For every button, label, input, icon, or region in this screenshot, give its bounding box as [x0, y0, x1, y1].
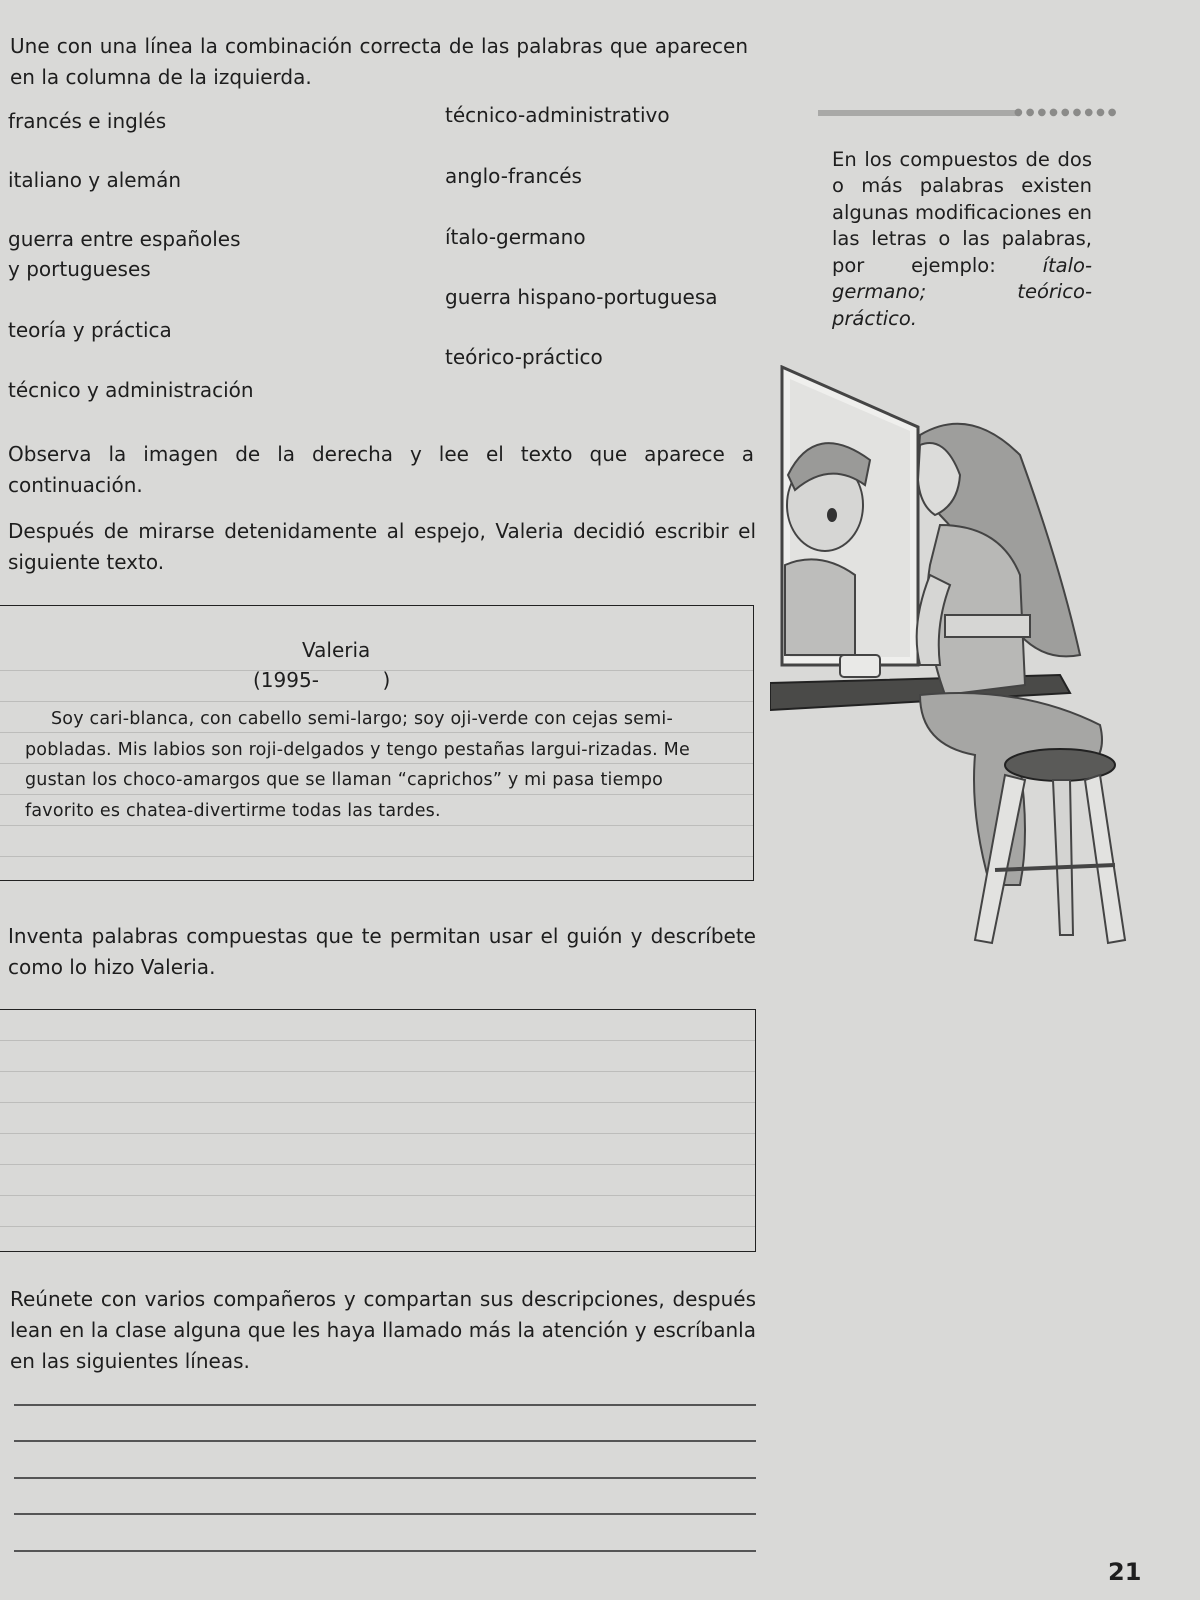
- invent-instruction: Inventa palabras compuestas que te permitan usar el guión y descríbete como lo hizo Valeria.: [8, 924, 756, 979]
- right-item: técnico-administrativo: [445, 103, 670, 127]
- writing-rule: [0, 1071, 755, 1072]
- writing-rule: [0, 1102, 755, 1103]
- left-item: teoría y práctica: [8, 318, 172, 342]
- answer-line[interactable]: [14, 1550, 756, 1552]
- sidebar-bar: [818, 110, 1018, 116]
- poem-years: (1995- ): [253, 668, 391, 692]
- writing-rule: [0, 1195, 755, 1196]
- poem-box: [0, 605, 754, 881]
- girl-mirror-illustration: [770, 365, 1190, 975]
- right-item: teórico-práctico: [445, 345, 603, 369]
- left-item: italiano y alemán: [8, 168, 182, 192]
- intro-text: Después de mirarse detenidamente al espejo, Valeria decidió escribir el siguiente texto.: [8, 519, 756, 574]
- match-instruction: Une con una línea la combinación correcta de las palabras que aparecen en la columna de la izquierda.: [10, 34, 748, 89]
- poem-rule: [0, 856, 753, 857]
- sidebar-example: ítalo-germano; teórico-práctico.: [832, 253, 1092, 330]
- left-item: técnico y administración: [8, 378, 254, 402]
- observe-instruction: Observa la imagen de la derecha y lee el texto que aparece a continuación.: [8, 442, 754, 497]
- left-item: y portugueses: [8, 257, 151, 281]
- writing-rule: [0, 1226, 755, 1227]
- page-number: 21: [1108, 1558, 1142, 1586]
- answer-line[interactable]: [14, 1404, 756, 1406]
- poem-name: Valeria: [302, 638, 371, 662]
- answer-line[interactable]: [14, 1513, 756, 1515]
- left-item: francés e inglés: [8, 109, 167, 133]
- writing-rule: [0, 1164, 755, 1165]
- sidebar-dots: ●●●●●●●●●: [1014, 107, 1120, 118]
- right-item: ítalo-germano: [445, 225, 586, 249]
- writing-rule: [0, 1040, 755, 1041]
- answer-line[interactable]: [14, 1440, 756, 1442]
- writing-box[interactable]: [0, 1009, 756, 1252]
- poem-body: Soy cari-blanca, con cabello semi-largo; soy oji-verde con cejas semi-pobladas. Mis labios son roji-delgados y tengo pestañas largui-rizadas. Me gustan los choco-amargos que se llaman “caprichos” y mi pasa tiempo favorito es chatea-divertirme todas las tardes.: [25, 709, 690, 821]
- poem-rule: [0, 701, 753, 702]
- right-item: anglo-francés: [445, 164, 582, 188]
- share-instruction: Reúnete con varios compañeros y compartan sus descripciones, después lean en la clase alguna que les haya llamado más la atención y escríbanla en las siguientes líneas.: [10, 1287, 756, 1373]
- writing-rule: [0, 1133, 755, 1134]
- left-item: guerra entre españoles: [8, 227, 241, 251]
- right-item: guerra hispano-portuguesa: [445, 285, 718, 309]
- answer-line[interactable]: [14, 1477, 756, 1479]
- sidebar-text: En los compuestos de dos o más palabras existen algunas modificaciones en las letras o las palabras, por ejemplo:: [832, 147, 1092, 277]
- sidebar-note: [832, 147, 1092, 333]
